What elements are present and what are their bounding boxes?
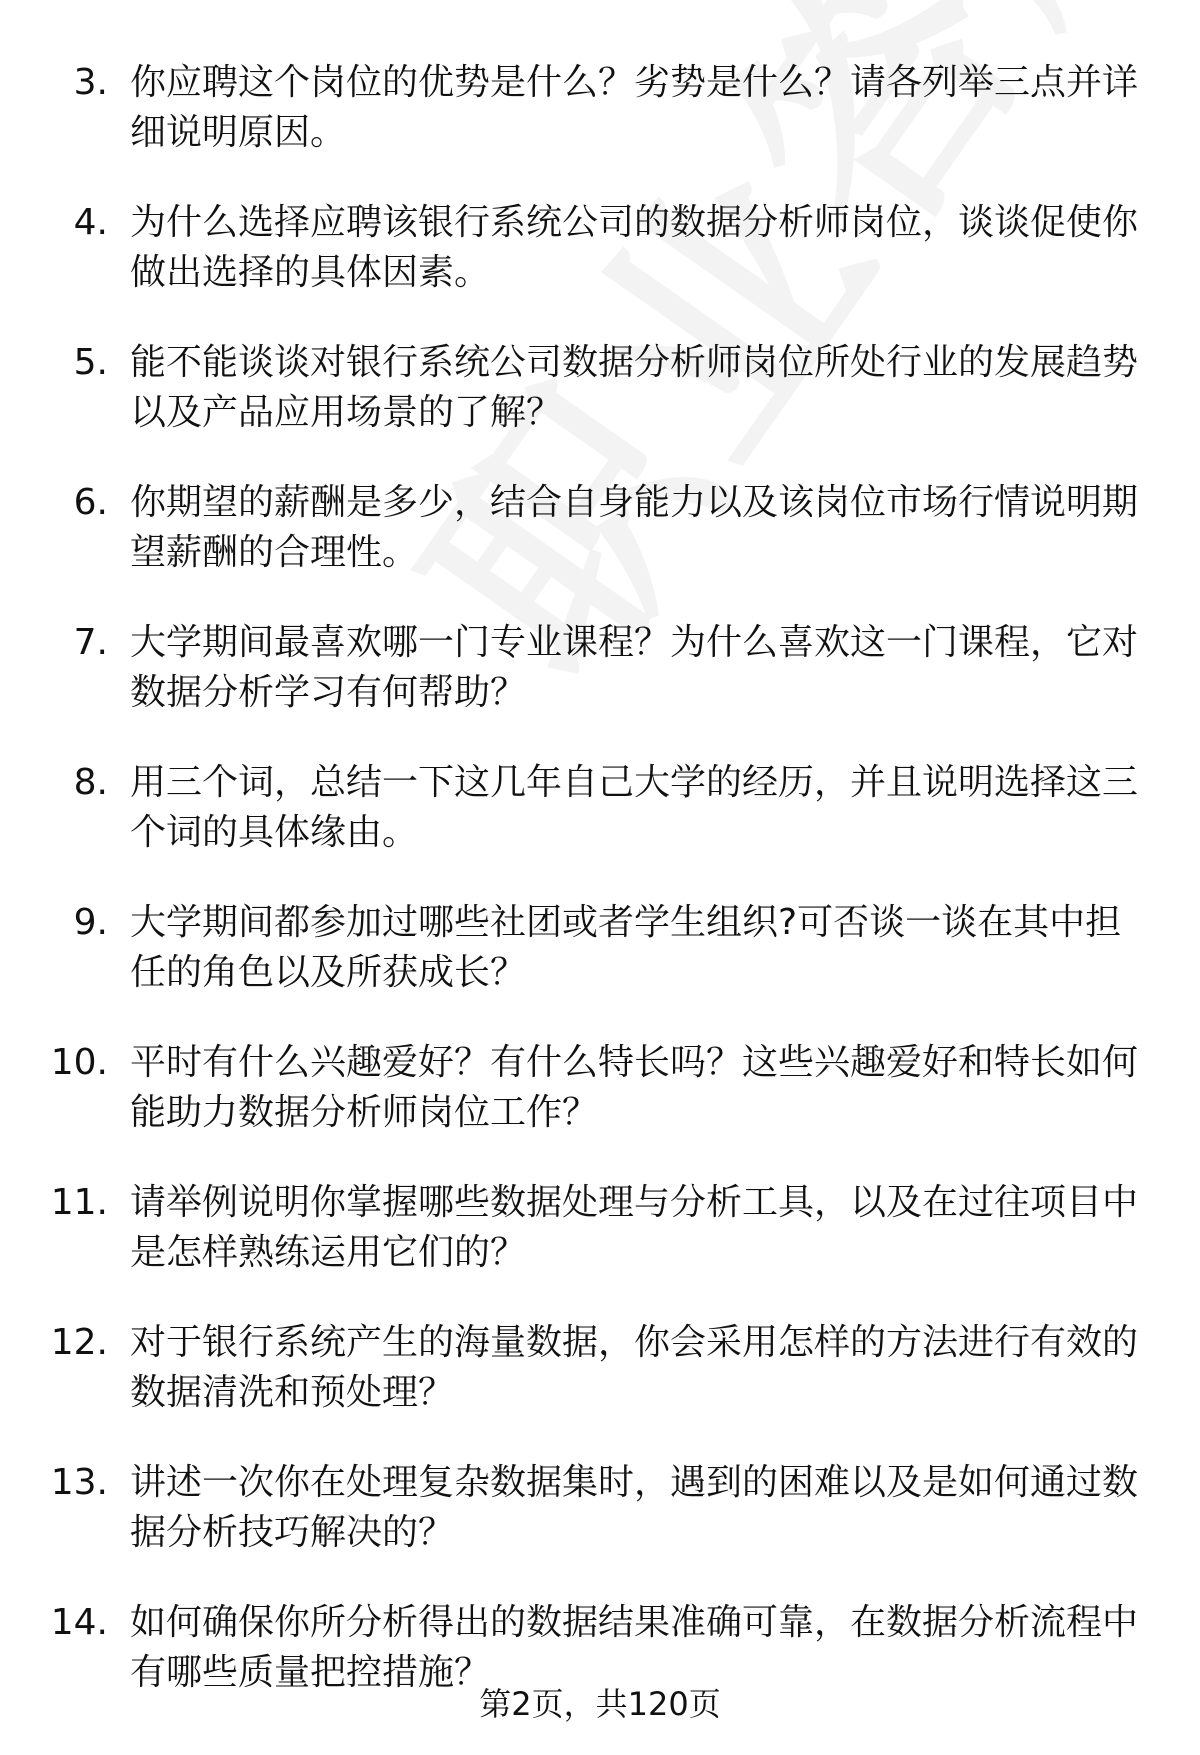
question-item: [0, 58, 1200, 198]
question-number: 6.: [73, 482, 108, 523]
question-item: [0, 198, 1200, 338]
question-item: [0, 758, 1200, 898]
question-text: 请举例说明你掌握哪些数据处理与分析工具，以及在过往项目中是怎样熟练运用它们的？: [130, 1182, 1139, 1273]
question-item: [0, 1318, 1200, 1458]
question-text: 为什么选择应聘该银行系统公司的数据分析师岗位，谈谈促使你做出选择的具体因素。: [130, 202, 1139, 293]
question-item: [0, 618, 1200, 758]
question-text: 对于银行系统产生的海量数据，你会采用怎样的方法进行有效的数据清洗和预处理？: [130, 1322, 1139, 1413]
question-text: 平时有什么兴趣爱好？有什么特长吗？这些兴趣爱好和特长如何能助力数据分析师岗位工作？: [130, 1042, 1139, 1133]
question-list: [0, 58, 1200, 1738]
question-item: [0, 478, 1200, 618]
question-number: 8.: [73, 762, 108, 803]
question-number: 4.: [73, 202, 108, 243]
question-text: 用三个词，总结一下这几年自己大学的经历，并且说明选择这三个词的具体缘由。: [130, 762, 1139, 853]
question-number: 11.: [50, 1182, 108, 1223]
question-number: 14.: [50, 1602, 108, 1643]
question-text: 大学期间都参加过哪些社团或者学生组织?可否谈一谈在其中担任的角色以及所获成长？: [130, 902, 1122, 993]
question-number: 13.: [50, 1462, 108, 1503]
question-number: 7.: [73, 622, 108, 663]
question-item: [0, 1038, 1200, 1178]
question-text: 你期望的薪酬是多少，结合自身能力以及该岗位市场行情说明期望薪酬的合理性。: [130, 482, 1139, 573]
question-text: 讲述一次你在处理复杂数据集时，遇到的困难以及是如何通过数据分析技巧解决的？: [130, 1462, 1139, 1553]
question-text: 大学期间最喜欢哪一门专业课程？为什么喜欢这一门课程，它对数据分析学习有何帮助？: [130, 622, 1139, 713]
question-item: [0, 1458, 1200, 1598]
question-text: 能不能谈谈对银行系统公司数据分析师岗位所处行业的发展趋势以及产品应用场景的了解？: [130, 342, 1139, 433]
question-item: [0, 338, 1200, 478]
question-item: [0, 898, 1200, 1038]
question-item: [0, 1178, 1200, 1318]
question-number: 5.: [73, 342, 108, 383]
question-text: 如何确保你所分析得出的数据结果准确可靠，在数据分析流程中有哪些质量把控措施？: [130, 1602, 1139, 1693]
question-text: 你应聘这个岗位的优势是什么？劣势是什么？请各列举三点并详细说明原因。: [130, 62, 1139, 153]
question-number: 10.: [50, 1042, 108, 1083]
question-number: 12.: [50, 1322, 108, 1363]
page-footer: 第2页，共120页: [479, 1685, 721, 1723]
question-number: 3.: [73, 62, 108, 103]
question-number: 9.: [73, 902, 108, 943]
